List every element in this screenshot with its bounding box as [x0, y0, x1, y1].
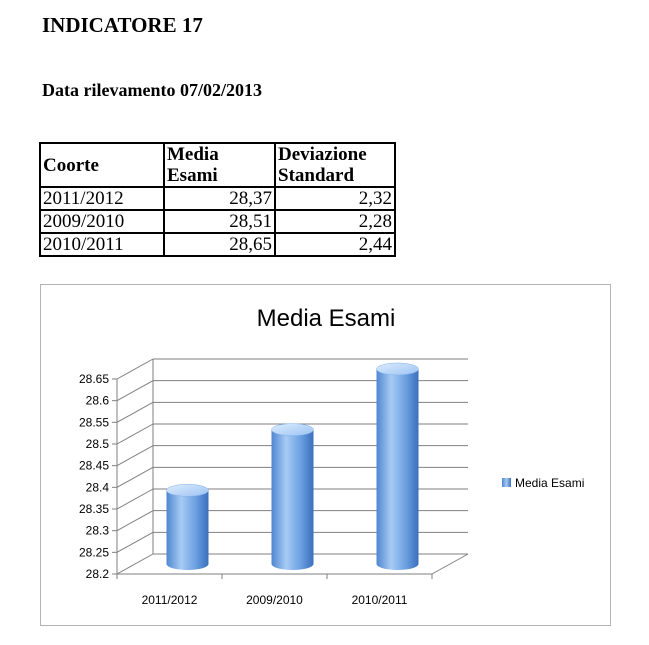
cell-media: 28,65	[164, 233, 275, 256]
gridline-depth	[117, 467, 153, 487]
cell-deviazione: 2,44	[275, 233, 395, 256]
y-tick-label: 28.4	[85, 480, 109, 495]
bar-top	[167, 484, 209, 496]
y-tick-label: 28.35	[78, 502, 109, 516]
chart-bars	[167, 363, 419, 570]
statistics-table	[39, 142, 396, 257]
bar-top	[377, 363, 419, 375]
chart-title: Media Esami	[256, 305, 396, 332]
column-header-deviazione-standard: Deviazione Standard	[275, 143, 395, 187]
bar	[377, 363, 419, 570]
gridline-depth	[117, 381, 153, 401]
legend-label: Media Esami	[515, 476, 585, 490]
table-row	[40, 210, 395, 233]
x-tick-label: 2011/2012	[141, 593, 198, 607]
y-tick-label: 28.2	[85, 567, 109, 581]
bar-body	[272, 430, 314, 570]
bar	[272, 424, 314, 570]
floor-edge	[432, 554, 468, 574]
table-header-row	[40, 143, 395, 187]
cell-coorte: 2010/2011	[40, 233, 164, 256]
table-row	[40, 187, 395, 210]
x-tick-label: 2009/2010	[246, 593, 303, 607]
y-tick-label: 28.45	[78, 458, 109, 473]
y-tick-label: 28.5	[85, 437, 109, 451]
gridline-depth	[117, 489, 153, 509]
bar-body	[167, 490, 209, 570]
y-tick-label: 28.65	[78, 372, 109, 386]
gridline-depth	[117, 532, 153, 552]
gridline-depth	[117, 402, 153, 422]
y-tick-label: 28.6	[85, 393, 109, 408]
y-tick-label: 28.3	[85, 523, 109, 538]
gridline-depth	[117, 424, 153, 444]
legend-swatch	[502, 478, 511, 487]
table-row	[40, 233, 395, 256]
survey-date: Data rilevamento 07/02/2013	[42, 80, 262, 100]
gridline-depth	[117, 511, 153, 531]
y-tick-label: 28.25	[78, 545, 109, 560]
y-tick-label: 28.55	[78, 415, 109, 430]
cell-deviazione: 2,28	[275, 210, 395, 233]
cell-coorte: 2009/2010	[40, 210, 164, 233]
bar-top	[272, 424, 314, 436]
cell-deviazione: 2,32	[275, 187, 395, 210]
chart-container	[40, 284, 611, 626]
bar-chart	[41, 285, 612, 627]
bar	[167, 484, 209, 570]
page-title: INDICATORE 17	[42, 13, 203, 37]
cell-media: 28,51	[164, 210, 275, 233]
gridline-depth	[117, 446, 153, 466]
column-header-media-esami: Media Esami	[164, 143, 275, 187]
gridline-depth	[117, 359, 153, 379]
chart-legend	[502, 476, 584, 490]
cell-media: 28,37	[164, 187, 275, 210]
bar-body	[377, 369, 419, 570]
column-header-coorte: Coorte	[40, 143, 164, 187]
gridline-depth	[117, 554, 153, 574]
x-tick-label: 2010/2011	[351, 593, 408, 607]
cell-coorte: 2011/2012	[40, 187, 164, 210]
